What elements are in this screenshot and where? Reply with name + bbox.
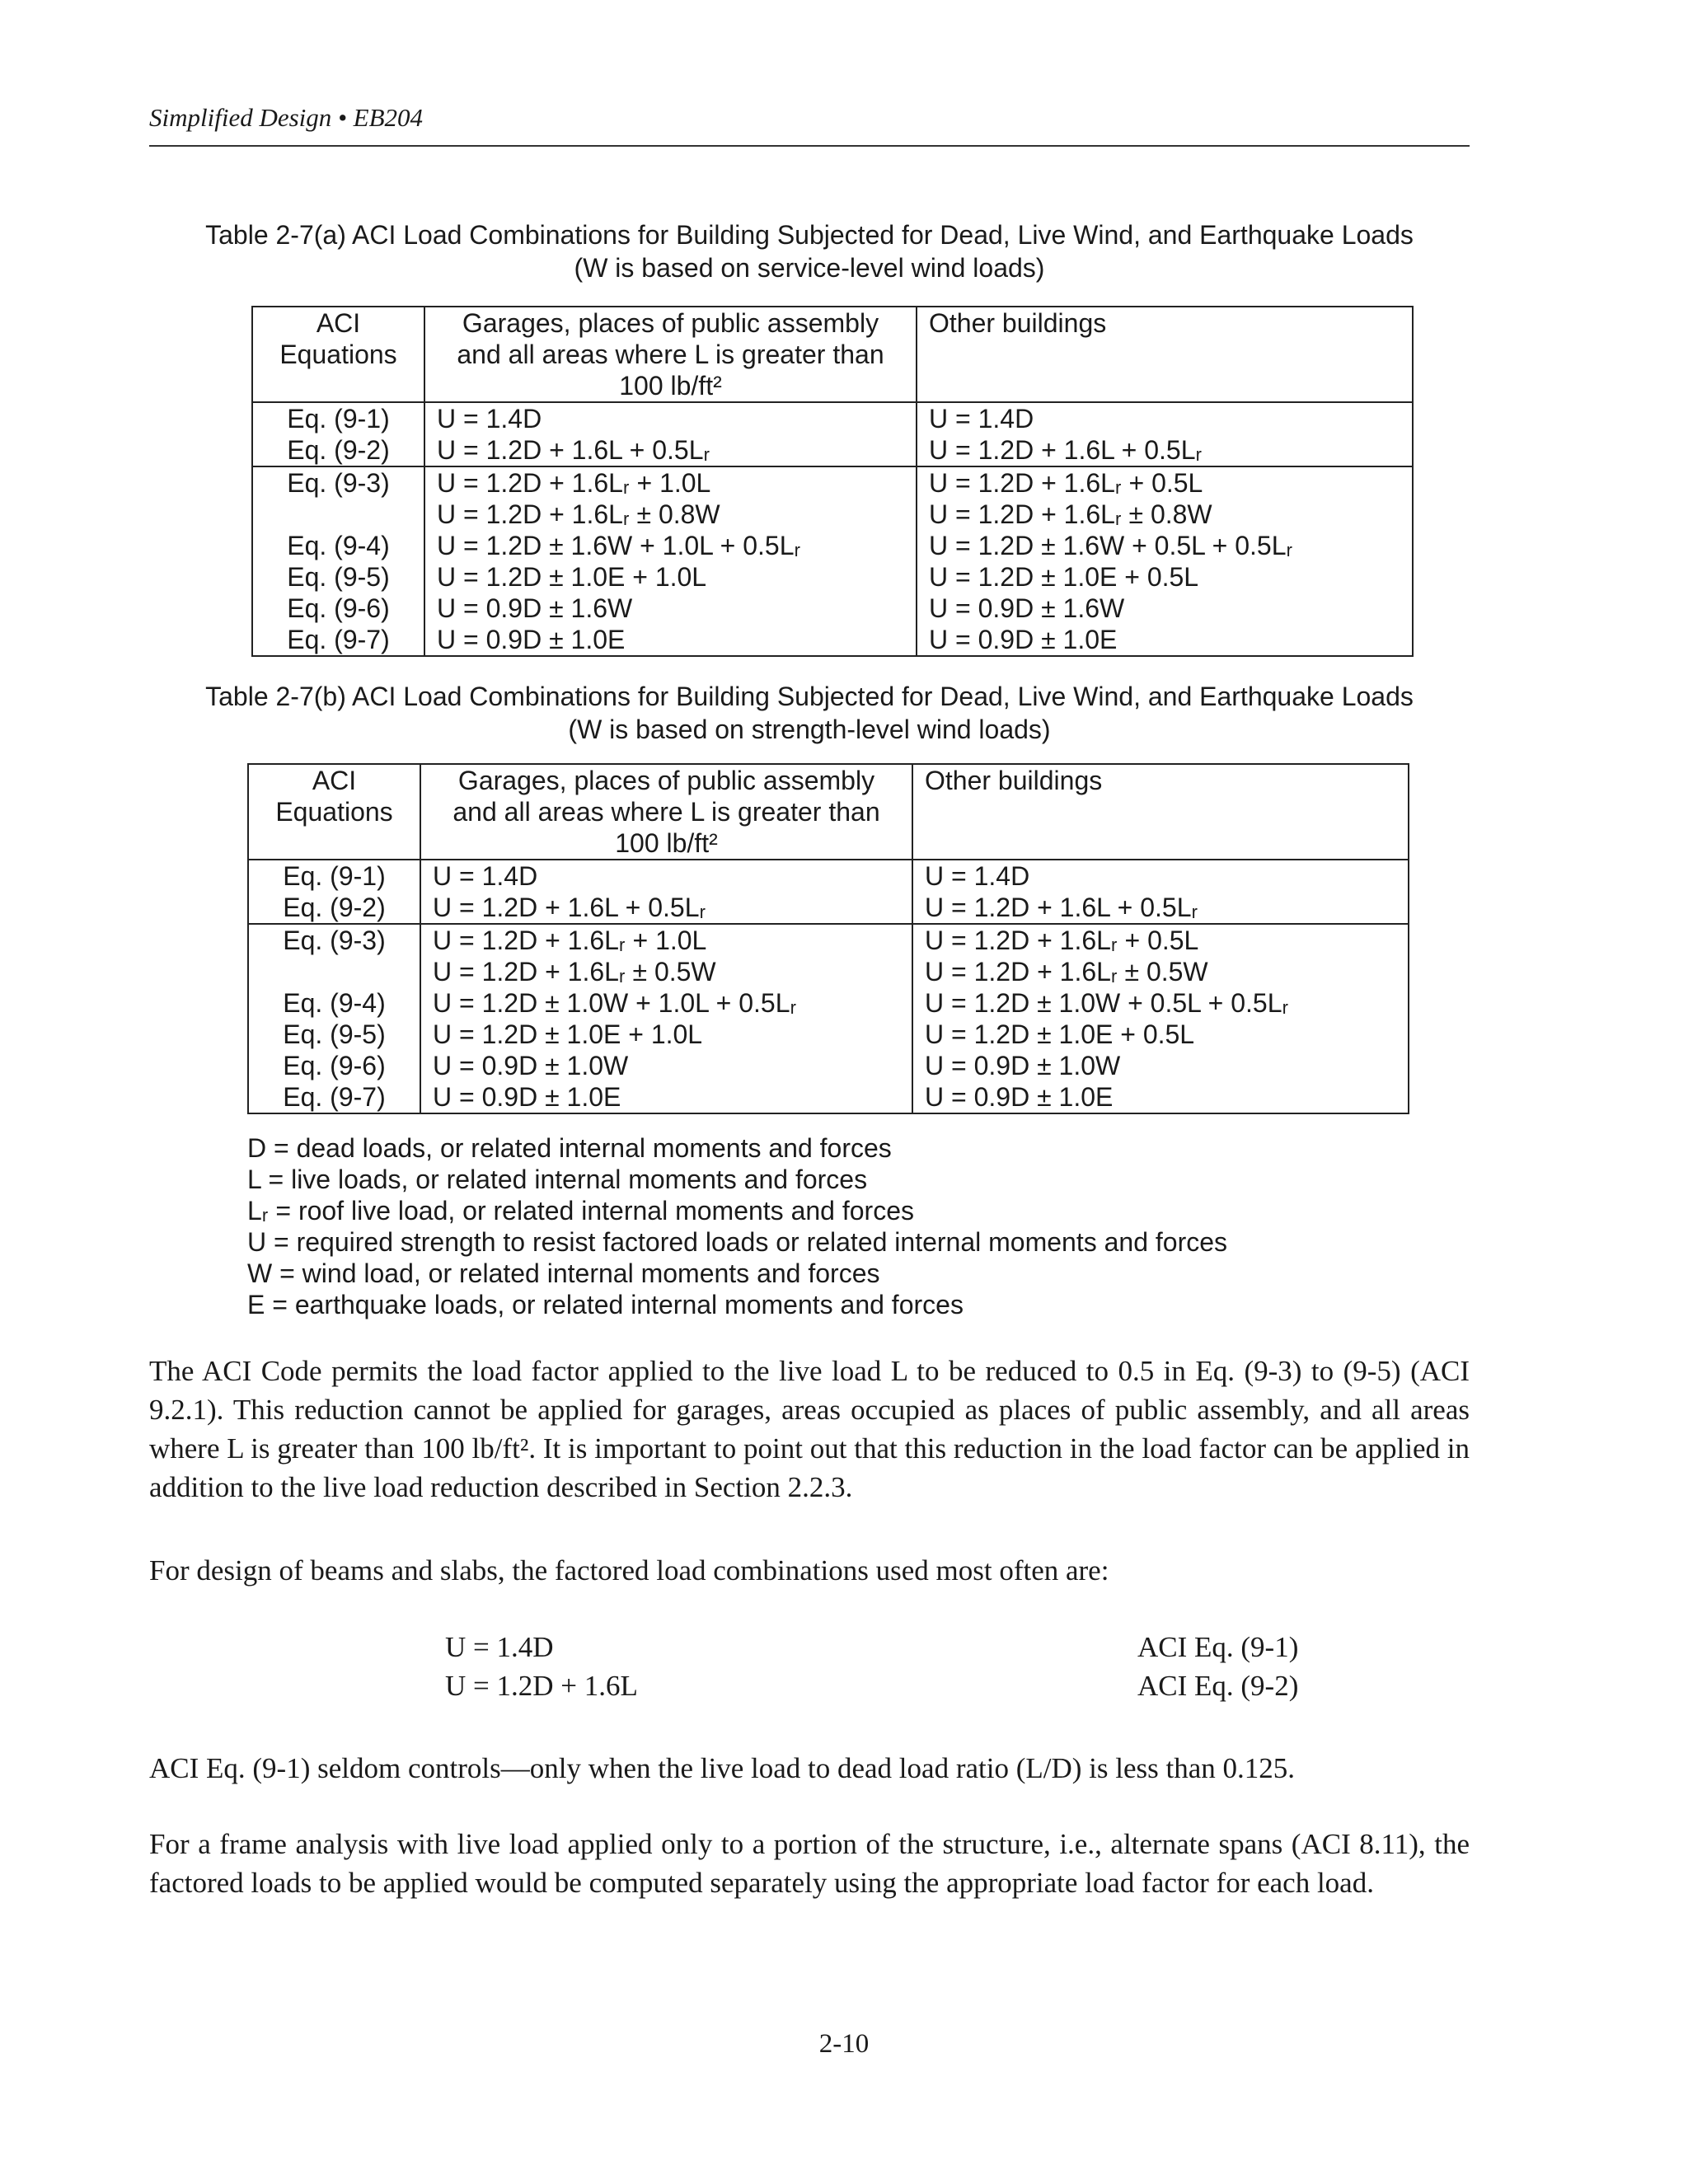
header-other-buildings: Other buildings bbox=[917, 307, 1413, 402]
running-header: Simplified Design • EB204 bbox=[149, 103, 424, 132]
eq-number-cell: Eq. (9-3) Eq. (9-4) Eq. (9-5) Eq. (9-6) Eq. (9-7) bbox=[252, 466, 424, 656]
other-formula-cell: U = 1.4D U = 1.2D + 1.6L + 0.5Lᵣ bbox=[912, 860, 1409, 924]
paragraph-frame-analysis: For a frame analysis with live load applied only to a portion of the structure, i.e., alternate spans (ACI 8.11), the factored loads to be applied would be computed separately using the appropriate load factor for each load. bbox=[149, 1828, 1470, 1899]
eq-number-cell: Eq. (9-3) Eq. (9-4) Eq. (9-5) Eq. (9-6) Eq. (9-7) bbox=[248, 924, 420, 1113]
table-b-caption bbox=[149, 680, 1470, 746]
legend-item: E = earthquake loads, or related internal moments and forces bbox=[247, 1290, 964, 1319]
table-row bbox=[248, 924, 1409, 1113]
header-aci-equations: ACI Equations bbox=[248, 764, 420, 860]
table-a-caption bbox=[149, 218, 1470, 284]
header-aci-equations: ACI Equations bbox=[252, 307, 424, 402]
paragraph-load-factor-reduction: The ACI Code permits the load factor applied to the live load L to be reduced to 0.5 in Eq. (9-3) to (9-5) (ACI 9.2.1). This reduction cannot be applied for garages, areas occupied as places of public assembly, and all areas where L is greater than 100 lb/ft². It is important to point out that this reduction in the load factor can be applied in addition to the live load reduction described in Section 2.2.3. bbox=[149, 1355, 1470, 1503]
header-other-buildings: Other buildings bbox=[912, 764, 1409, 860]
garages-formula-cell: U = 1.2D + 1.6Lᵣ + 1.0L U = 1.2D + 1.6Lᵣ ± 0.5W U = 1.2D ± 1.0W + 1.0L + 0.5Lᵣ U = 1.2D ± 1.0E + 1.0L U = 0.9D ± 1.0W U = 0.9D ± 1.0E bbox=[420, 924, 912, 1113]
variable-legend bbox=[247, 1132, 1227, 1320]
table-header-row bbox=[252, 307, 1413, 402]
equation-reference: ACI Eq. (9-2) bbox=[1137, 1670, 1299, 1702]
legend-item: D = dead loads, or related internal moments and forces bbox=[247, 1133, 892, 1163]
table-a-caption-line1: Table 2-7(a) ACI Load Combinations for Building Subjected for Dead, Live Wind, and Earthquake Loads bbox=[205, 220, 1414, 250]
eq-number-cell: Eq. (9-1) Eq. (9-2) bbox=[252, 402, 424, 466]
garages-formula-cell: U = 1.2D + 1.6Lᵣ + 1.0L U = 1.2D + 1.6Lᵣ ± 0.8W U = 1.2D ± 1.6W + 1.0L + 0.5Lᵣ U = 1.2D ± 1.0E + 1.0L U = 0.9D ± 1.6W U = 0.9D ± 1.0E bbox=[424, 466, 917, 656]
legend-item: W = wind load, or related internal moments and forces bbox=[247, 1258, 880, 1288]
other-formula-cell: U = 1.2D + 1.6Lᵣ + 0.5L U = 1.2D + 1.6Lᵣ ± 0.5W U = 1.2D ± 1.0W + 0.5L + 0.5Lᵣ U = 1.2D ± 1.0E + 0.5L U = 0.9D ± 1.0W U = 0.9D ± 1.0E bbox=[912, 924, 1409, 1113]
page-number: 2-10 bbox=[818, 2029, 870, 2059]
table-a-caption-line2: (W is based on service-level wind loads) bbox=[574, 253, 1045, 283]
table-row bbox=[248, 860, 1409, 924]
eq-number-cell: Eq. (9-1) Eq. (9-2) bbox=[248, 860, 420, 924]
garages-formula-cell: U = 1.4D U = 1.2D + 1.6L + 0.5Lᵣ bbox=[420, 860, 912, 924]
legend-item: Lᵣ = roof live load, or related internal moments and forces bbox=[247, 1196, 914, 1226]
paragraph-eq-9-1-controls: ACI Eq. (9-1) seldom controls—only when the live load to dead load ratio (L/D) is less than 0.125. bbox=[149, 1752, 1296, 1784]
load-combinations-table-a bbox=[251, 306, 1414, 657]
header-garages: Garages, places of public assembly and all areas where L is greater than 100 lb/ft² bbox=[424, 307, 917, 402]
garages-formula-cell: U = 1.4D U = 1.2D + 1.6L + 0.5Lᵣ bbox=[424, 402, 917, 466]
legend-item: U = required strength to resist factored loads or related internal moments and forces bbox=[247, 1227, 1228, 1257]
equation-formula: U = 1.2D + 1.6L bbox=[445, 1670, 638, 1702]
paragraph-beams-slabs: For design of beams and slabs, the factored load combinations used most often are: bbox=[149, 1554, 1109, 1586]
table-row bbox=[252, 466, 1413, 656]
other-formula-cell: U = 1.4D U = 1.2D + 1.6L + 0.5Lᵣ bbox=[917, 402, 1413, 466]
equation-formula: U = 1.4D bbox=[445, 1631, 554, 1663]
equation-reference: ACI Eq. (9-1) bbox=[1137, 1631, 1299, 1663]
table-b-caption-line1: Table 2-7(b) ACI Load Combinations for Building Subjected for Dead, Live Wind, and Earthquake Loads bbox=[205, 682, 1414, 711]
header-garages: Garages, places of public assembly and all areas where L is greater than 100 lb/ft² bbox=[420, 764, 912, 860]
legend-item: L = live loads, or related internal moments and forces bbox=[247, 1165, 868, 1194]
header-rule bbox=[149, 145, 1470, 147]
table-header-row bbox=[248, 764, 1409, 860]
table-b-caption-line2: (W is based on strength-level wind loads) bbox=[568, 715, 1051, 744]
other-formula-cell: U = 1.2D + 1.6Lᵣ + 0.5L U = 1.2D + 1.6Lᵣ ± 0.8W U = 1.2D ± 1.6W + 0.5L + 0.5Lᵣ U = 1.2D ± 1.0E + 0.5L U = 0.9D ± 1.6W U = 0.9D ± 1.0E bbox=[917, 466, 1413, 656]
load-combinations-table-b bbox=[247, 763, 1409, 1114]
table-row bbox=[252, 402, 1413, 466]
